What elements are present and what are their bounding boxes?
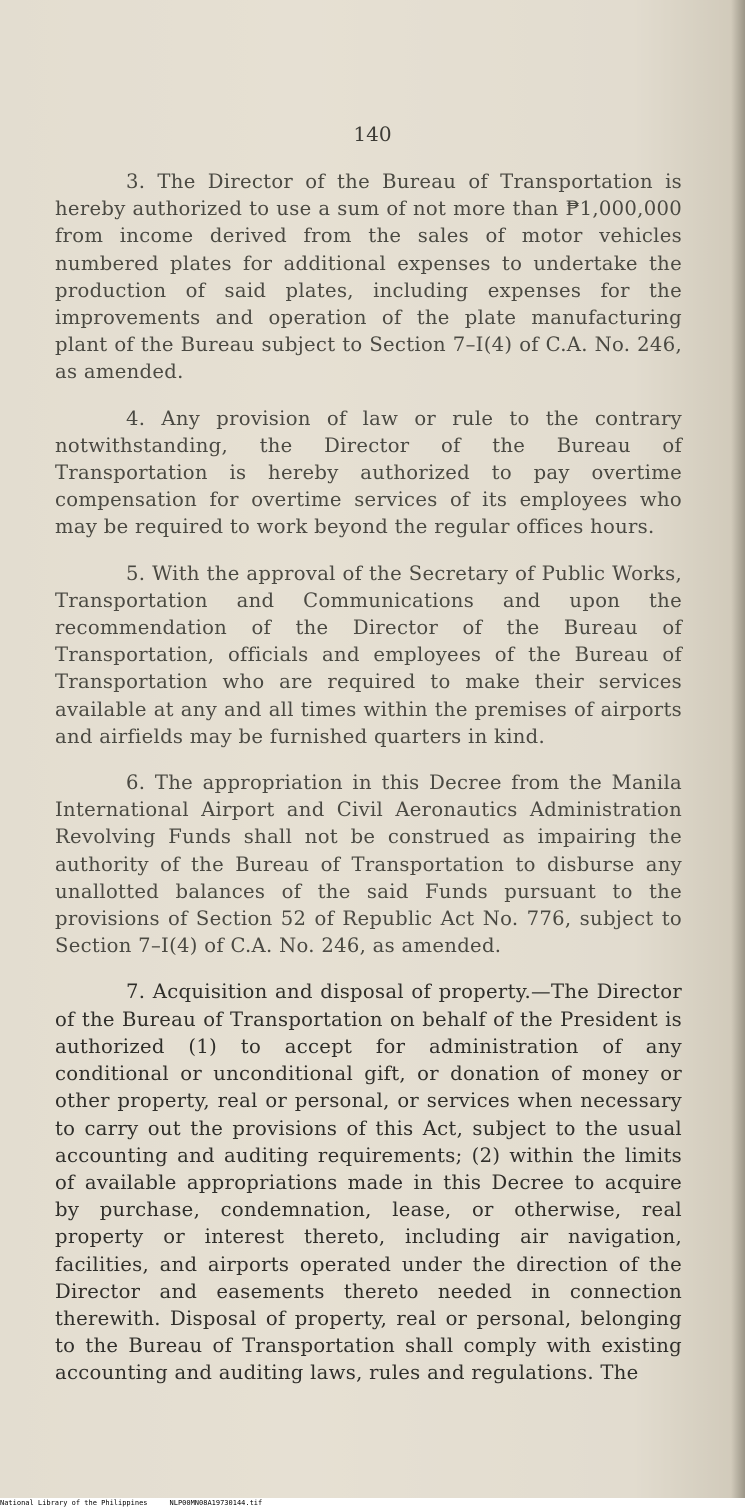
paragraph-7: 7. Acquisition and disposal of property.—The Director of the Bureau of Transportation on behalf of the President is authorized (1) to accept for administration of any conditional or unconditional gift, or donation of money or other property, real or personal, or services when necessary to carry out the provisions of this Act, subject to the usual accounting and auditing requirements; (2) within the limits of available appropriations made in this Decree to acquire by purchase, condemnation, lease, or otherwise, real property or interest thereto, including air navigation, facilities, and airports operated under the direction of the Director and easements thereto needed in connection therewith. Disposal of property, real or personal, belonging to the Bureau of Transportation shall comply with existing accounting and auditing laws, rules and regulations. The	[55, 980, 682, 1385]
paragraph-3: 3. The Director of the Bureau of Transportation is hereby authorized to use a sum of not more than ₱1,000,000 from income derived from the sales of motor vehicles numbered plates for additional expenses to undertake the production of said plates, including expenses for the improvements and operation of the plate manufacturing plant of the Bureau subject to Section 7–I(4) of C.A. No. 246, as amended.	[55, 170, 682, 384]
footer-file: NLP00MN08A19730144.tif	[169, 1499, 263, 1507]
footer-library: National Library of the Philippines	[0, 1499, 148, 1507]
page-edge-shadow	[731, 0, 745, 1508]
body-text	[55, 168, 682, 1406]
paragraph-4: 4. Any provision of law or rule to the contrary notwithstanding, the Director of the Bureau of Transportation is hereby authorized to pay overtime compensation for overtime services of its employees who may be required to work beyond the regular offices hours.	[55, 406, 682, 539]
paragraph-5: 5. With the approval of the Secretary of Public Works, Transportation and Communications and upon the recommendation of the Director of the Bureau of Transportation, officials and employees of the Bureau of Transportation who are required to make their services available at any and all times within the premises of airports and airfields may be furnished quarters in kind.	[55, 561, 682, 748]
page-number: 140	[353, 122, 392, 146]
paragraph-6: 6. The appropriation in this Decree from the Manila International Airport and Civil Aeronautics Administration Revolving Funds shall not be construed as impairing the authority of the Bureau of Transportation to disburse any unallotted balances of the said Funds pursuant to the provisions of Section 52 of Republic Act No. 776, subject to Section 7–I(4) of C.A. No. 246, as amended.	[55, 771, 682, 958]
scan-footer	[0, 1498, 745, 1508]
